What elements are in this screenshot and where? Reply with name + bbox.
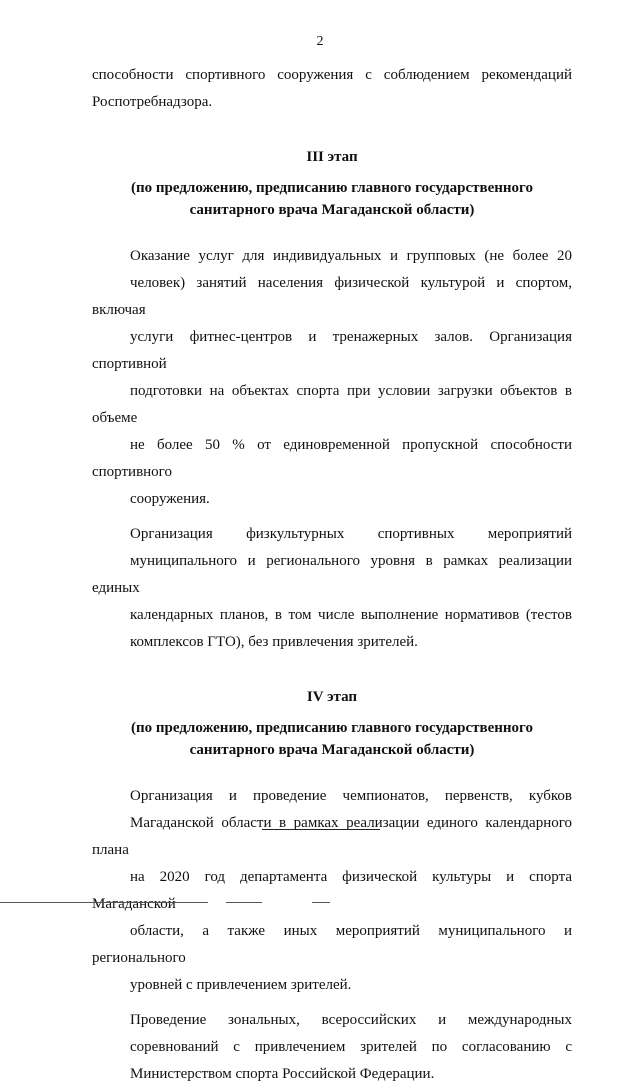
paragraph-line: Магаданской области в рамках реализации единого календарного плана <box>92 815 572 858</box>
paragraph-line: уровней с привлечением зрителей. <box>130 977 352 993</box>
paragraph-line: подготовки на объектах спорта при условии загрузки объектов в объеме <box>92 383 572 426</box>
stage4-subtitle <box>92 717 572 761</box>
page-number: 2 <box>316 34 324 49</box>
stage4-paragraph-2 <box>92 1007 572 1088</box>
paragraph-line: сооружения. <box>130 491 210 507</box>
stage4-title: IV этап <box>306 689 358 705</box>
scan-edge-line <box>226 902 262 903</box>
paragraph-line: Роспотребнадзора. <box>92 94 213 110</box>
paragraph-line: календарных планов, в том числе выполнение нормативов (тестов <box>130 607 572 623</box>
paragraph-line: не более 50 % от единовременной пропускной способности спортивного <box>92 437 572 480</box>
paragraph-line: Проведение зональных, всероссийских и международных <box>130 1012 572 1028</box>
stage4-subtitle-text: (по предложению, предписанию главного государственного санитарного врача Магаданской области) <box>131 720 533 758</box>
paragraph-line: муниципального и регионального уровня в рамках реализации единых <box>92 553 572 596</box>
paragraph-line: соревнований с привлечением зрителей по согласованию с <box>130 1039 572 1055</box>
stage3-title: III этап <box>306 149 358 165</box>
paragraph-line: области, а также иных мероприятий муниципального и регионального <box>92 923 572 966</box>
paragraph-line: Министерством спорта Российской Федерации. <box>130 1066 435 1082</box>
stage3-paragraph-2 <box>92 521 572 656</box>
paragraph-line: услуги фитнес-центров и тренажерных залов. Организация спортивной <box>92 329 572 372</box>
paragraph-line: Организация и проведение чемпионатов, первенств, кубков <box>130 788 572 804</box>
document-body <box>92 62 572 1088</box>
scan-edge-line <box>0 902 208 903</box>
paragraph-line: комплексов ГТО), без привлечения зрителей. <box>130 634 418 650</box>
intro-paragraph <box>92 62 572 116</box>
paragraph-line: Оказание услуг для индивидуальных и групповых (не более 20 <box>130 248 572 264</box>
paragraph-line: на 2020 год департамента физической культуры и спорта Магаданской <box>92 869 572 912</box>
paragraph-line: человек) занятий населения физической культурой и спортом, включая <box>92 275 572 318</box>
stage4-paragraph-1 <box>92 783 572 999</box>
stage3-subtitle <box>92 177 572 221</box>
end-of-document-rule <box>262 829 380 830</box>
scan-edge-line <box>312 902 330 903</box>
paragraph-line: Организация физкультурных спортивных мероприятий <box>130 526 572 542</box>
paragraph-line: способности спортивного сооружения с соблюдением рекомендаций <box>92 67 572 83</box>
stage3-paragraph-1 <box>92 243 572 513</box>
stage3-subtitle-text: (по предложению, предписанию главного государственного санитарного врача Магаданской области) <box>131 180 533 218</box>
